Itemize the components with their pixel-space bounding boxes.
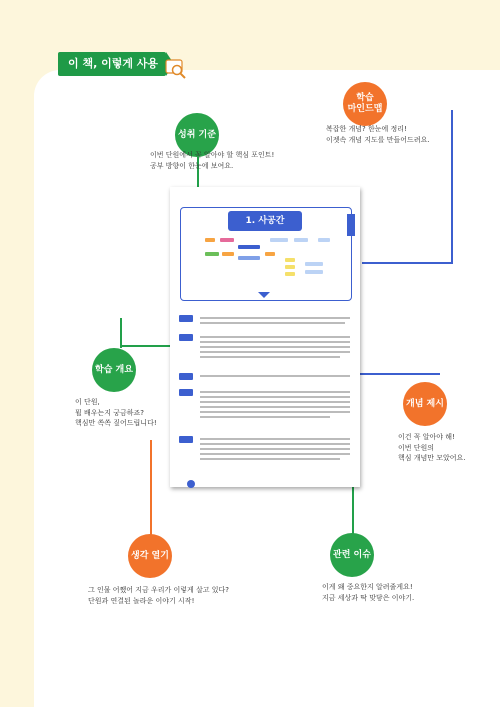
mindmap-node	[294, 238, 308, 242]
concept-line: 핵심 개념만 모았어요.	[398, 454, 466, 462]
badge-mindmap: 학습 마인드맵	[343, 82, 387, 126]
connector-concept	[360, 373, 440, 375]
mindmap-node	[285, 272, 295, 276]
mindmap-node	[220, 238, 234, 242]
page-number-icon	[187, 480, 195, 488]
text-line	[200, 411, 350, 413]
text-line	[200, 416, 330, 418]
mindmap-node	[318, 238, 330, 242]
text-line	[200, 458, 340, 460]
text-line	[200, 351, 350, 353]
connector-open	[150, 440, 152, 535]
badge-concept: 개념 제시	[403, 382, 447, 426]
concept-line: 이번 단원의	[398, 443, 435, 452]
page-banner: 이 책, 이렇게 사용하세요!	[58, 52, 166, 76]
open-thinking-desc	[88, 585, 229, 606]
mindmap-node	[238, 256, 260, 260]
overview-line: 이 단원,	[75, 398, 100, 406]
section-tag	[179, 315, 193, 322]
text-line	[200, 346, 350, 348]
connector-overview	[120, 345, 170, 347]
issue-desc	[322, 582, 414, 603]
arrow-icon	[258, 292, 270, 298]
section-tag	[179, 436, 193, 443]
concept-desc	[398, 432, 466, 464]
mindmap-node	[265, 252, 275, 256]
open-thinking-line: 단원과 연결된 놀라운 이야기 시작!	[88, 596, 195, 605]
key-standard-line: 공부 방향이 한눈에 보여요.	[150, 161, 234, 170]
mindmap-desc	[326, 124, 430, 145]
open-thinking-line: 그 인물 어쨌어 지금 우리가 이렇게 살고 있다?	[88, 586, 230, 594]
text-line	[200, 401, 350, 403]
overview-desc	[75, 397, 157, 429]
concept-line: 이건 꼭 알아야 해!	[398, 433, 455, 441]
text-line	[200, 453, 350, 455]
overview-line: 핵심만 쏙쏙 짚어드립니다!	[75, 419, 157, 427]
connector-mindmap	[362, 262, 452, 264]
section-tag	[179, 334, 193, 341]
mindmap-node	[222, 252, 234, 256]
page-title: 1. 사공간	[228, 211, 302, 231]
text-line	[200, 317, 350, 319]
side-tab	[347, 214, 355, 236]
text-line	[200, 396, 350, 398]
overview-line: 뭘 배우는지 궁금하죠?	[75, 408, 145, 417]
mindmap-node	[205, 238, 215, 242]
badge-overview: 학습 개요	[92, 348, 136, 392]
text-line	[200, 375, 350, 377]
text-line	[200, 356, 340, 358]
mindmap-node	[238, 245, 260, 249]
connector-overview-v	[120, 318, 122, 348]
text-line	[200, 391, 350, 393]
key-standard-line: 이번 단원에서 꼭 알아야 할 핵심 포인트!	[150, 151, 275, 159]
text-line	[200, 336, 350, 338]
mindmap-node	[205, 252, 219, 256]
mindmap-node	[305, 262, 323, 266]
text-line	[200, 443, 350, 445]
section-tag	[179, 389, 193, 396]
text-line	[200, 341, 350, 343]
connector-mindmap-v	[451, 110, 453, 264]
mindmap-node	[285, 258, 295, 262]
issue-line: 이게 왜 중요한지 알려줄게요!	[322, 583, 413, 591]
badge-open-thinking: 생각 열기	[128, 534, 172, 578]
mindmap-line: 복잡한 개념? 한눈에 정리!	[326, 125, 407, 133]
text-line	[200, 448, 350, 450]
magnifier-icon	[165, 58, 187, 80]
text-line	[200, 406, 350, 408]
section-tag	[179, 373, 193, 380]
mindmap-node	[285, 265, 295, 269]
badge-issue: 관련 이슈	[330, 533, 374, 577]
mindmap-node	[270, 238, 288, 242]
mindmap-line: 이젯속 개념 지도를 만들어드려요.	[326, 135, 430, 144]
mindmap-node	[305, 270, 323, 274]
issue-line: 지금 세상과 딱 맞닿은 이야기.	[322, 593, 415, 602]
text-line	[200, 438, 350, 440]
key-standard-desc	[150, 150, 274, 171]
badge-key-standard: 성취 기준	[175, 113, 219, 157]
text-line	[200, 322, 345, 324]
